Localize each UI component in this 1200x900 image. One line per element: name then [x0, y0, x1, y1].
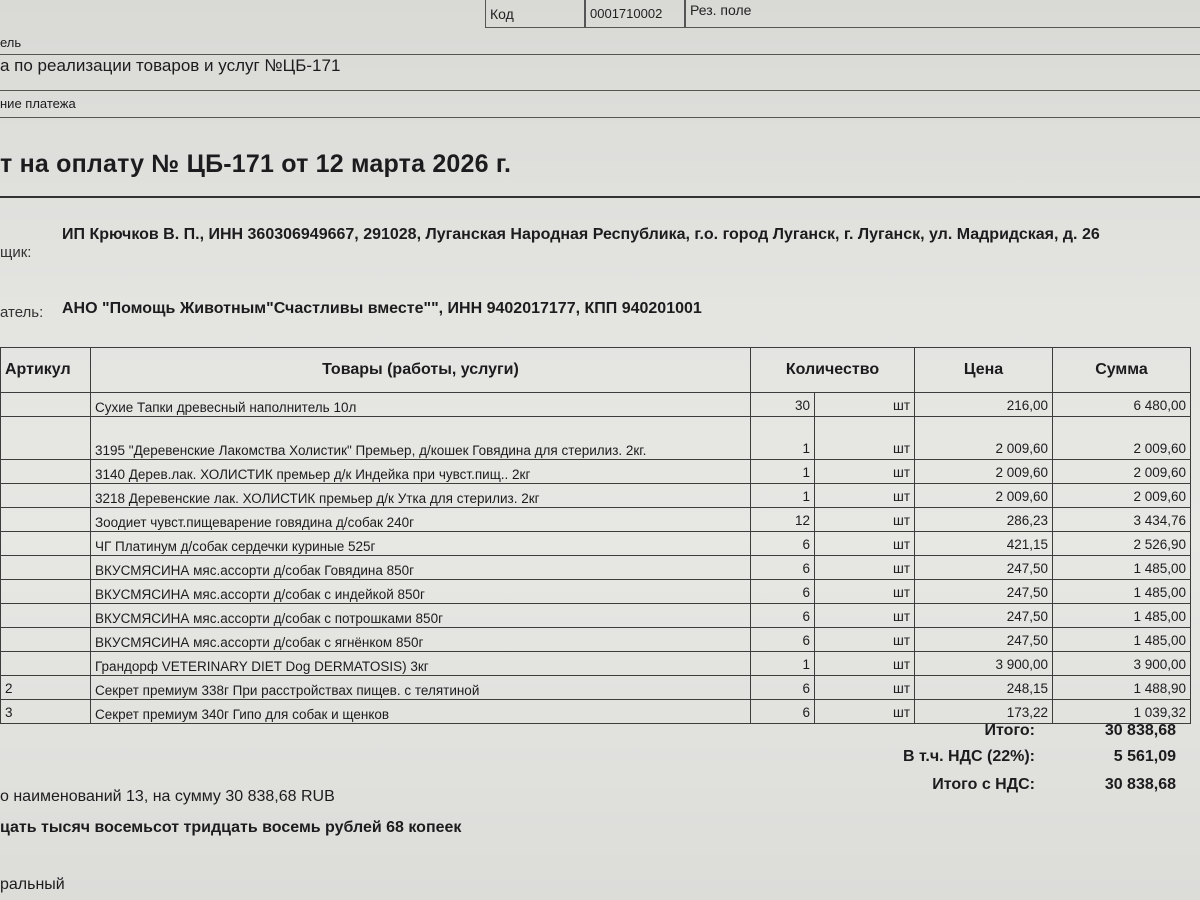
reserve-field-cell — [685, 0, 1200, 28]
reserve-field-label: Рез. поле — [690, 2, 752, 18]
quantity-cell: 30 — [751, 393, 815, 417]
quantity-cell: 6 — [751, 676, 815, 700]
item-name-cell: 3140 Дерев.лак. ХОЛИСТИК премьер д/к Индейка при чувст.пищ.. 2кг — [91, 460, 751, 484]
header-divider-3 — [0, 117, 1200, 118]
table-row — [1, 580, 1191, 604]
item-count-summary: о наименований 13, на сумму 30 838,68 RUB — [0, 788, 335, 805]
sum-cell: 1 488,90 — [1053, 676, 1191, 700]
unit-cell: шт — [815, 417, 915, 460]
table-row — [1, 460, 1191, 484]
column-header-price: Цена — [915, 348, 1053, 393]
title-underline — [0, 196, 1200, 198]
table-header-row — [1, 348, 1191, 393]
unit-cell: шт — [815, 484, 915, 508]
table-row — [1, 676, 1191, 700]
row-number-cell — [1, 460, 91, 484]
sum-cell: 1 039,32 — [1053, 700, 1191, 724]
table-row — [1, 484, 1191, 508]
row-number-cell — [1, 556, 91, 580]
item-name-cell: ВКУСМЯСИНА мяс.ассорти д/собак с ягнёнком 850г — [91, 628, 751, 652]
price-cell: 247,50 — [915, 556, 1053, 580]
total-label: Итого: — [984, 722, 1035, 739]
quantity-cell: 6 — [751, 700, 815, 724]
quantity-cell: 6 — [751, 532, 815, 556]
row-number-cell — [1, 604, 91, 628]
row-number-cell: 2 — [1, 676, 91, 700]
amount-in-words: цать тысяч восемьсот тридцать восемь рублей 68 копеек — [0, 819, 462, 836]
sum-cell: 2 009,60 — [1053, 417, 1191, 460]
table-row — [1, 628, 1191, 652]
code-label: Код — [490, 6, 514, 22]
price-cell: 3 900,00 — [915, 652, 1053, 676]
item-name-cell: ЧГ Платинум д/собак сердечки куриные 525г — [91, 532, 751, 556]
sum-cell: 3 900,00 — [1053, 652, 1191, 676]
item-name-cell: Секрет премиум 340г Гипо для собак и щенков — [91, 700, 751, 724]
row-number-cell — [1, 532, 91, 556]
column-header-article: Артикул — [1, 348, 91, 393]
item-name-cell: Грандорф VETERINARY DIET Dog DERMATOSIS) 3кг — [91, 652, 751, 676]
document-title: т на оплату № ЦБ-171 от 12 марта 2026 г. — [0, 150, 512, 178]
quantity-cell: 6 — [751, 604, 815, 628]
price-cell: 2 009,60 — [915, 484, 1053, 508]
row-number-cell — [1, 628, 91, 652]
quantity-cell: 1 — [751, 484, 815, 508]
code-label-cell — [485, 0, 585, 28]
supplier-label: щик: — [0, 244, 32, 261]
header-line-3: ние платежа — [0, 96, 76, 111]
row-number-cell — [1, 508, 91, 532]
unit-cell: шт — [815, 700, 915, 724]
unit-cell: шт — [815, 628, 915, 652]
vat-label: В т.ч. НДС (22%): — [902, 748, 1035, 765]
quantity-cell: 1 — [751, 417, 815, 460]
price-cell: 247,50 — [915, 580, 1053, 604]
sum-cell: 1 485,00 — [1053, 604, 1191, 628]
column-header-sum: Сумма — [1053, 348, 1191, 393]
buyer-label: атель: — [0, 304, 44, 321]
sum-cell: 1 485,00 — [1053, 556, 1191, 580]
price-cell: 2 009,60 — [915, 460, 1053, 484]
row-number-cell — [1, 484, 91, 508]
items-table — [0, 347, 1191, 724]
total-value: 30 838,68 — [1104, 722, 1176, 739]
quantity-cell: 12 — [751, 508, 815, 532]
item-name-cell: ВКУСМЯСИНА мяс.ассорти д/собак с индейкой 850г — [91, 580, 751, 604]
unit-cell: шт — [815, 508, 915, 532]
price-cell: 421,15 — [915, 532, 1053, 556]
unit-cell: шт — [815, 580, 915, 604]
quantity-cell: 1 — [751, 460, 815, 484]
unit-cell: шт — [815, 604, 915, 628]
quantity-cell: 6 — [751, 628, 815, 652]
total-with-vat-label: Итого с НДС: — [932, 776, 1035, 793]
item-name-cell: ВКУСМЯСИНА мяс.ассорти д/собак с потрошками 850г — [91, 604, 751, 628]
price-cell: 247,50 — [915, 604, 1053, 628]
price-cell: 247,50 — [915, 628, 1053, 652]
item-name-cell: 3195 "Деревенские Лакомства Холистик" Премьер, д/кошек Говядина для стерилиз. 2кг. — [91, 417, 751, 460]
sum-cell: 2 009,60 — [1053, 460, 1191, 484]
table-row — [1, 604, 1191, 628]
header-line-1: ель — [0, 35, 22, 50]
sum-cell: 1 485,00 — [1053, 580, 1191, 604]
row-number-cell — [1, 652, 91, 676]
item-name-cell: Секрет премиум 338г При расстройствах пищев. с телятиной — [91, 676, 751, 700]
table-row — [1, 556, 1191, 580]
column-header-goods: Товары (работы, услуги) — [91, 348, 751, 393]
sum-cell: 6 480,00 — [1053, 393, 1191, 417]
header-line-2: а по реализации товаров и услуг №ЦБ-171 — [0, 56, 341, 75]
row-number-cell — [1, 417, 91, 460]
signature-role-label: ральный — [0, 876, 65, 893]
column-header-quantity: Количество — [751, 348, 915, 393]
price-cell: 2 009,60 — [915, 417, 1053, 460]
unit-cell: шт — [815, 556, 915, 580]
row-number-cell — [1, 580, 91, 604]
item-name-cell: 3218 Деревенские лак. ХОЛИСТИК премьер д/к Утка для стерилиз. 2кг — [91, 484, 751, 508]
unit-cell: шт — [815, 460, 915, 484]
quantity-cell: 1 — [751, 652, 815, 676]
table-row — [1, 532, 1191, 556]
supplier-text: ИП Крючков В. П., ИНН 360306949667, 291028, Луганская Народная Республика, г.о. город Луганск, г. Луганск, ул. Мадридская, д. 26 — [62, 226, 1100, 243]
sum-cell: 1 485,00 — [1053, 628, 1191, 652]
price-cell: 248,15 — [915, 676, 1053, 700]
unit-cell: шт — [815, 652, 915, 676]
table-row — [1, 508, 1191, 532]
item-name-cell: ВКУСМЯСИНА мяс.ассорти д/собак Говядина 850г — [91, 556, 751, 580]
sum-cell: 2 009,60 — [1053, 484, 1191, 508]
table-row — [1, 700, 1191, 724]
table-row — [1, 652, 1191, 676]
item-name-cell: Зоодиет чувст.пищеварение говядина д/собак 240г — [91, 508, 751, 532]
unit-cell: шт — [815, 532, 915, 556]
row-number-cell: 3 — [1, 700, 91, 724]
price-cell: 216,00 — [915, 393, 1053, 417]
quantity-cell: 6 — [751, 556, 815, 580]
quantity-cell: 6 — [751, 580, 815, 604]
buyer-text: АНО "Помощь Животным"Счастливы вместе"", ИНН 9402017177, КПП 940201001 — [62, 300, 702, 317]
header-divider-2 — [0, 90, 1200, 91]
table-row — [1, 393, 1191, 417]
vat-value: 5 561,09 — [1113, 748, 1176, 765]
unit-cell: шт — [815, 393, 915, 417]
code-value-cell — [585, 0, 685, 28]
total-with-vat-value: 30 838,68 — [1104, 776, 1176, 793]
item-name-cell: Сухие Тапки древесный наполнитель 10л — [91, 393, 751, 417]
unit-cell: шт — [815, 676, 915, 700]
price-cell: 286,23 — [915, 508, 1053, 532]
header-divider-1 — [0, 54, 1200, 55]
price-cell: 173,22 — [915, 700, 1053, 724]
sum-cell: 2 526,90 — [1053, 532, 1191, 556]
table-row — [1, 417, 1191, 460]
row-number-cell — [1, 393, 91, 417]
code-value: 0001710002 — [590, 6, 663, 21]
sum-cell: 3 434,76 — [1053, 508, 1191, 532]
